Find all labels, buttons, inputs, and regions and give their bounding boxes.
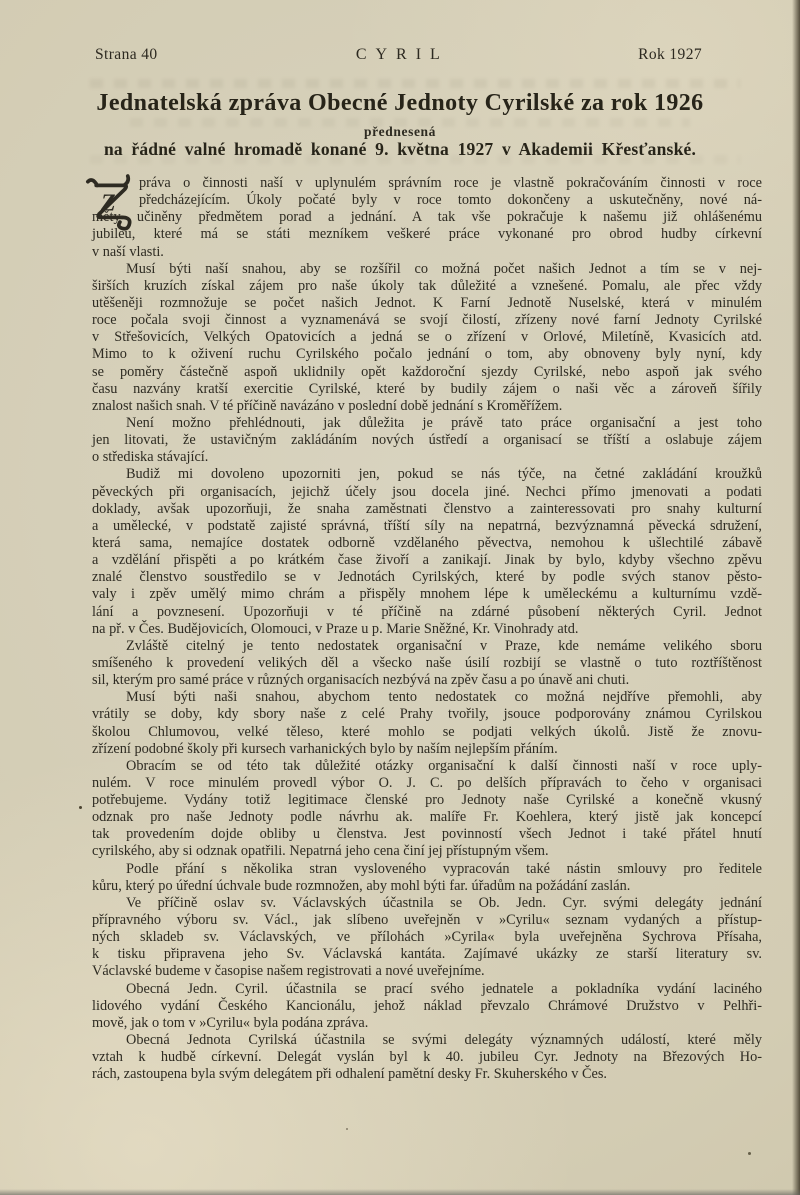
text-line: pěveckých při organisacích, jejichž účely jsou docela jiné. Nechci přímo jmenovati a podati	[92, 483, 762, 500]
text-line: širších kruzích získal zájem pro naše úkoly tak důležité a vznešené. Pomalu, ale přec vždy	[92, 277, 762, 294]
text-line: vrátily se doby, kdy sbory naše z celé Prahy tvořily, jsouce podporovány známou Cyrilskou	[92, 706, 762, 723]
text-line: Budiž mi dovoleno upozorniti jen, pokud se nás týče, na četné zakládání kroužků	[126, 466, 762, 483]
year-label: Rok 1927	[638, 46, 702, 63]
text-line: lání a povznesení. Upozorňuji v té příčině na zdárné působení některých Cyril. Jednot	[92, 603, 762, 620]
text-line: přípravného výboru sv. Václ., jak slíbeno uveřejněn v »Cyrilu« seznam vydaných a přístup-	[92, 912, 762, 929]
ink-speck	[346, 1128, 348, 1130]
text-line: vztah k hudbě církevní. Delegát vyslán byl k 40. jubileu Cyr. Jednoty na Březových Ho-	[92, 1049, 762, 1066]
body-text	[92, 175, 762, 1083]
paragraph	[92, 895, 762, 981]
text-line: tak provedením dojde obliby u členstva. Jest povinností všech Jednot i také přátel hnutí	[92, 826, 762, 843]
text-line: se poměry částečně aspoň uklidnily opět každoroční sjezdy Cyrilské, nebo aspoň jak svého	[92, 363, 762, 380]
text-line: mově, jak o tom v »Cyrilu« byla podána zpráva.	[92, 1014, 369, 1031]
ink-speck	[79, 806, 82, 809]
text-line: zřízení podobné školy při kursech varhanických bylo by naším nejlepším přáním.	[92, 740, 558, 757]
paragraph	[92, 466, 762, 637]
text-line: k tisku připravena jeho Sv. Václavská kantáta. Zajímavé ukázky ze starší literatury sv.	[92, 946, 762, 963]
dropcap-ornament	[92, 175, 139, 217]
text-line: ných skladeb sv. Václavských, ve přílohách »Cyrila« byla uveřejněna Sychrova Přísaha,	[92, 929, 762, 946]
page-number-label: Strana 40	[95, 46, 158, 63]
text-line: Ve příčině oslav sv. Václavských účastnila se Ob. Jedn. Cyr. svými delegáty jednání	[126, 894, 762, 911]
text-line: sil, kterým pro samé práce v různých organisacích nezbývá na zpěv času a po únavě ani chuti.	[92, 672, 630, 689]
text-line: kůru, který po úřední úchvale bude rozmnožen, aby mohl býti far. úřadům na požádání zaslán.	[92, 877, 631, 894]
text-line: o střediska stávající.	[92, 449, 209, 466]
paragraph	[92, 861, 762, 895]
scan-edge-bottom	[0, 1189, 800, 1195]
dropcap-letter: Z	[100, 189, 116, 217]
showthrough-band	[90, 79, 740, 88]
text-line: školou Chlumovou, velké těleso, které mohlo se podjati velkých úkolů. Jistě že znovu-	[92, 723, 762, 740]
text-line: Obracím se od této tak důležité otázky organisační k další činnosti naší v roce uply-	[126, 757, 762, 774]
text-line: a vzdělání přispěti a po krátkém čase živoří a zanikají. Jinak by bylo, kdyby všechno zpěvu	[92, 552, 762, 569]
text-line: Musí býti naší snahou, aby se rozšířil co možná počet našich Jednot a tím se v nej-	[126, 260, 762, 277]
paragraph	[92, 415, 762, 466]
paragraph	[92, 981, 762, 1032]
text-line: znalost našich snah. V té příčině navázáno v poslední době jednání s Kroměřížem.	[92, 397, 563, 414]
text-line: valy i zpěv umělý mimo chrám a přispěly mnohem lépe k uměleckému a kulturnímu vzdě-	[92, 586, 762, 603]
text-line: lidového vydání Českého Kancionálu, jehož náklad převzalo Chrámové Družstvo v Pelhři-	[92, 997, 762, 1014]
text-line: měty učiněny předmětem porad a jednání. A tak vše pokračuje k našemu již ohlášenému	[92, 209, 762, 226]
text-line: odznak pro naše Jednoty podle návrhu ak. malíře Fr. Koehlera, který jistě jak koncepcí	[92, 809, 762, 826]
text-line: Podle přání s několika stran vysloveného vypracován také nástin smlouvy pro ředitele	[126, 860, 762, 877]
text-line: v naší vlasti.	[92, 243, 164, 260]
text-line: předcházejícím. Úkoly počaté byly v roce tomto dokončeny a uskutečněny, nové ná-	[139, 192, 762, 209]
text-line: Musí býti naši snahou, abychom tento nedostatek co možná nejdříve přemohli, aby	[126, 689, 762, 706]
paragraph	[92, 1032, 762, 1083]
paragraph	[92, 758, 762, 861]
text-line: smíšeného k provedení velikých děl a všecko naše úsilí rozbijí se vlastně o tuto roztříštěnost	[92, 654, 762, 671]
text-line: jen litovati, že ustavičným zakládáním nových ústředí a organisací se tříští a oslabuje zájem	[92, 432, 762, 449]
text-line: Mimo to k oživení ruchu Cyrilského počalo jednání o tom, aby obnoveny byly nyní, kdy	[92, 346, 762, 363]
ink-speck	[748, 1152, 751, 1155]
journal-title: CYRIL	[355, 46, 449, 63]
text-line: jubileu, které má se státi mezníkem veškeré práce vykonané pro obrod hudby církevní	[92, 226, 762, 243]
text-line: Není možno přehlédnouti, jak důležita je právě tato práce organisační a jest toho	[126, 414, 762, 431]
text-line: Václavské budeme v časopise našem registrovati a nové uveřejníme.	[92, 963, 485, 980]
paragraph	[92, 638, 762, 689]
paragraph	[92, 689, 762, 758]
text-line: znalé členstvo soustředilo se v Jednotách Cyrilských, které by podle svých stanov pěsto-	[92, 569, 762, 586]
text-line: doklady, avšak upozorňuji, že snaha zaměstnati členstvo a zainteressovati pro snahy kulturní	[92, 500, 762, 517]
text-line: práva o činnosti naší v uplynulém správním roce je vlastně pokračováním činnosti v roce	[139, 175, 762, 191]
scan-edge-right	[792, 0, 800, 1195]
dropcap-z-icon	[86, 173, 138, 233]
text-line: utěšeněji rozmnožuje se počet našich Jednot. K Farní Jednotě Nuselské, která v minulém	[92, 294, 762, 311]
text-line: nulém. V roce minulém provedl výbor O. J. C. po delších přípravách to čeho v organisaci	[92, 774, 762, 791]
text-line: v Střešovicích, Velkých Opatovicích a jedná se o zřízení v Orlové, Miletíně, Kvasicích atd.	[92, 329, 762, 346]
report-title: Jednatelská zpráva Obecné Jednoty Cyrilské za rok 1926	[96, 90, 704, 116]
text-line: na př. v Čes. Budějovicích, Olomouci, v Praze u p. Marie Sněžné, Kr. Vinohrady atd.	[92, 620, 579, 637]
meeting-line: na řádné valné hromadě konané 9. května 1927 v Akademii Křesťanské.	[103, 139, 697, 159]
paragraph	[92, 261, 762, 415]
paragraph	[92, 175, 762, 261]
text-line: rách, zastoupena byla svým delegátem při odhalení pamětní desky Fr. Skuherského v Čes.	[92, 1066, 607, 1083]
text-line: Obecná Jedn. Cyril. účastnila se prací svého jednatele a pokladníka vydání laciného	[126, 980, 762, 997]
text-line: času nazvány kratší exercitie Cyrilské, které by budily zájem o naši věc a zároveň šířily	[92, 380, 762, 397]
text-line: a umělecké, v podstatě zajisté správná, tříští síly na nepatrná, bezvýznamná pěvecká sdružení,	[92, 517, 762, 534]
text-line: Zvláště citelný je tento nedostatek organisační v Praze, kde nemáme velikého sboru	[126, 637, 762, 654]
text-line: Obecná Jednota Cyrilská účastnila se svými delegáty významných událostí, které měly	[126, 1032, 762, 1049]
presented-label: přednesená	[363, 124, 436, 139]
text-line: která sama, nemajíce dostatek odborně vzdělaného pěvectva, nemohou k ušlechtilé zábavě	[92, 534, 762, 551]
text-line: cyrilského, aby si odznak opatřili. Nepatrná jeho cena činí jej přístupným všem.	[92, 843, 549, 860]
text-line: roce počala svoji činnost a vyznamenává se svojí čilostí, zřízeny nové farní Jednoty Cyrilské	[92, 312, 762, 329]
page-header	[95, 46, 702, 64]
text-line: potřebujeme. Vydány totiž legitimace členské pro Jednoty naše Cyrilské a konečně vkusný	[92, 792, 762, 809]
